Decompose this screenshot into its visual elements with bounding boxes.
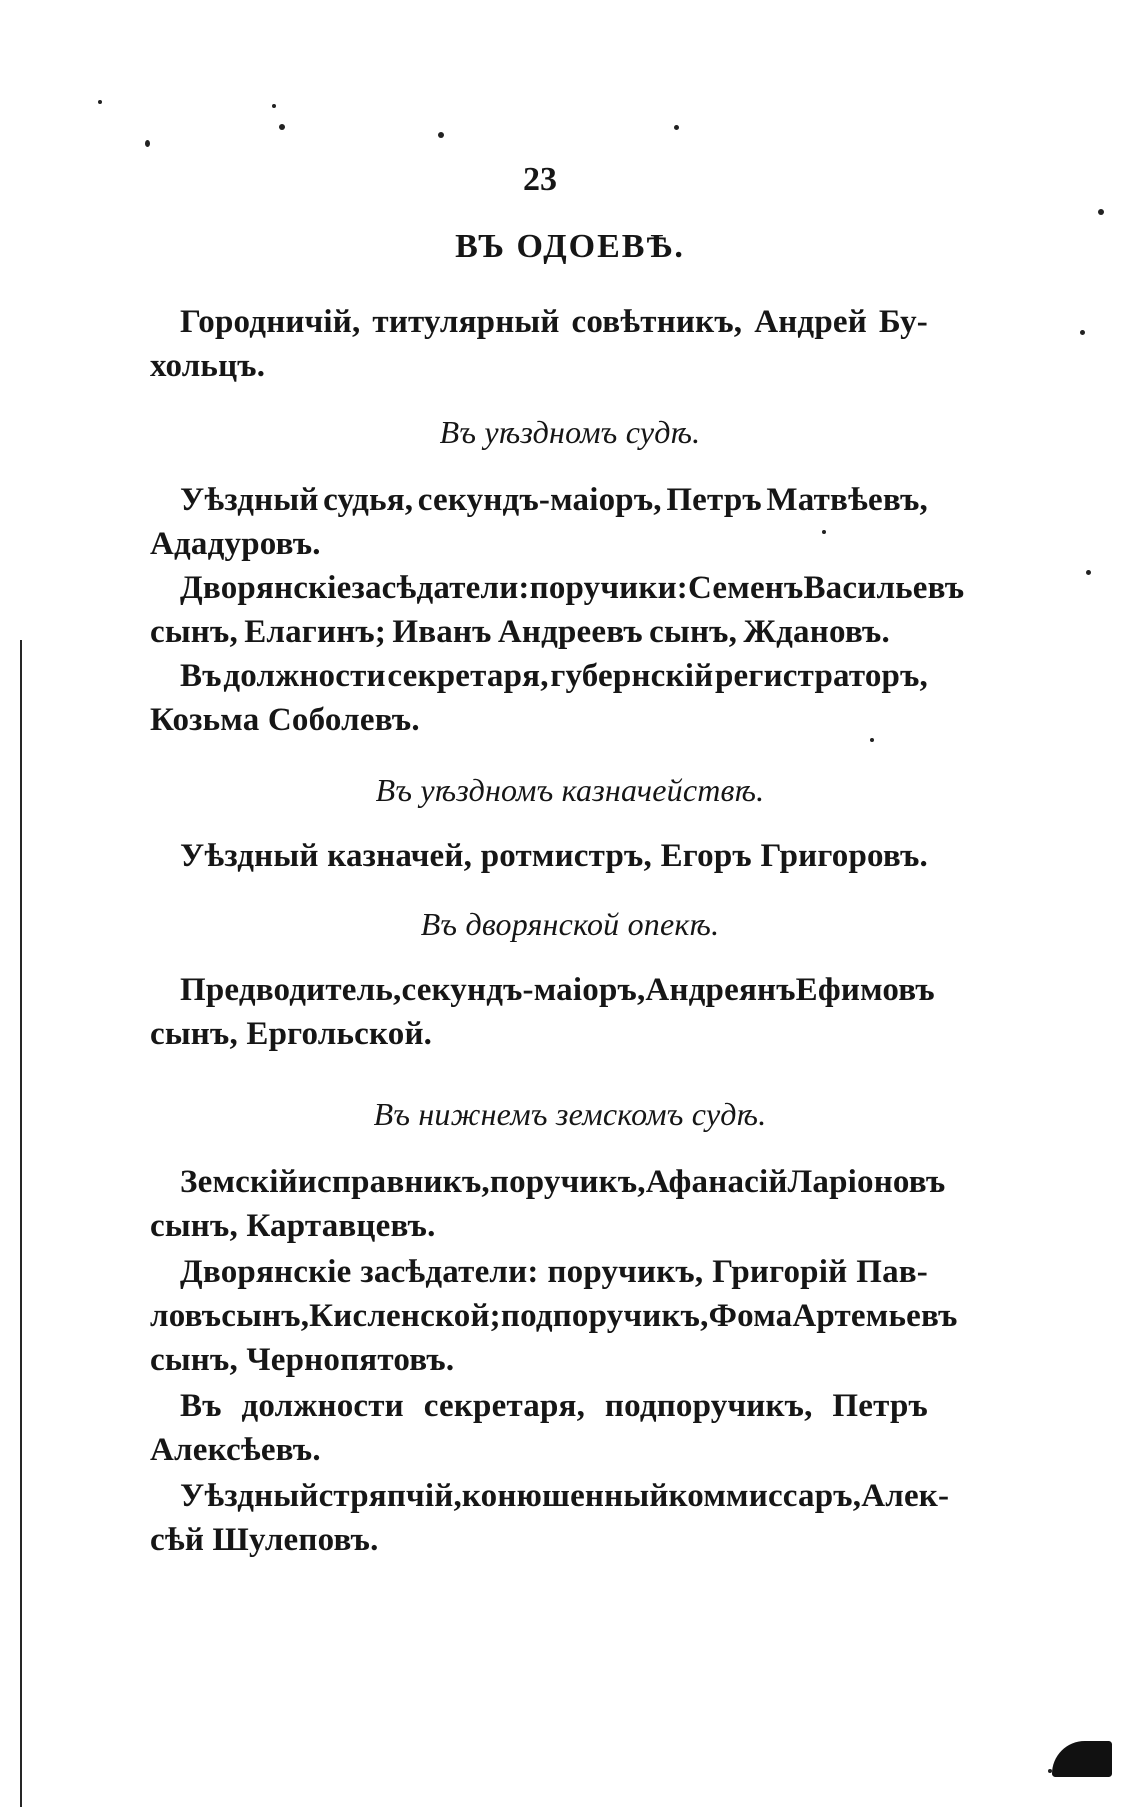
word: стряпчій, [318, 1478, 462, 1514]
word: Григорій [712, 1254, 848, 1290]
word: поручикъ, [489, 1164, 646, 1200]
word: поручикъ, [547, 1254, 704, 1290]
word: Андреевъ [497, 614, 643, 650]
word: Въ [180, 1388, 222, 1424]
word: Матвѣевъ, [766, 482, 928, 518]
text-line: сынъ, Чернопятовъ. [150, 1342, 455, 1378]
word: подпоручикъ, [500, 1298, 709, 1334]
word: сынъ, [150, 614, 238, 650]
word: Петръ [666, 482, 762, 518]
corner-ink-mark [1052, 1741, 1112, 1777]
text-line [180, 1160, 946, 1204]
intro-line [180, 300, 928, 344]
word: Ждановъ. [743, 614, 890, 650]
section-heading-guardianship: Въ дворянской опекѣ. [420, 906, 720, 942]
section-heading-land-court: Въ нижнемъ земскомъ судѣ. [373, 1096, 767, 1132]
word: Дворянскіе [180, 570, 352, 606]
word: ловъ [150, 1298, 222, 1334]
text-line [180, 478, 928, 522]
word: Егоръ [660, 838, 752, 874]
word: Андреянъ [645, 972, 796, 1008]
word: Пав- [856, 1254, 928, 1290]
text-line: сынъ, Картавцевъ. [150, 1208, 436, 1244]
word: Уѣздный [180, 1478, 319, 1514]
word: секундъ-маіоръ, [401, 972, 646, 1008]
word: Семенъ [688, 570, 804, 606]
word: секретаря, [387, 658, 549, 694]
text-line [180, 566, 965, 610]
section-heading-court: Въ уѣздномъ судѣ. [439, 414, 701, 450]
text-line [180, 1474, 950, 1518]
word: засѣдатели: [360, 1254, 539, 1290]
word: конюшенный [461, 1478, 669, 1514]
scan-speck [870, 738, 874, 742]
text-line [180, 834, 928, 878]
section-heading-treasury: Въ уѣздномъ казначействѣ. [375, 772, 765, 808]
binding-edge [20, 640, 22, 1807]
text-line: сѣй Шулеповъ. [150, 1522, 379, 1558]
word: губернскій [550, 658, 714, 694]
word: Земскій [180, 1164, 298, 1200]
scan-speck [1080, 330, 1085, 335]
scan-speck [145, 140, 150, 147]
word: регистраторъ, [715, 658, 928, 694]
scan-speck [98, 100, 102, 104]
text-line [180, 968, 935, 1012]
word: Елагинъ; [244, 614, 387, 650]
scan-speck [279, 124, 285, 130]
word: исправникъ, [297, 1164, 490, 1200]
word: коммиссаръ, [668, 1478, 862, 1514]
word: Афанасій [645, 1164, 788, 1200]
scan-speck [1086, 570, 1091, 575]
word: Уѣздный [180, 482, 319, 518]
word: Предводитель, [180, 972, 402, 1008]
scan-speck [272, 104, 276, 108]
word: Артемьевъ [792, 1298, 958, 1334]
scan-speck [438, 132, 444, 138]
word: сынъ, [221, 1298, 310, 1334]
word: Андрей [754, 304, 867, 340]
word: должности [223, 658, 386, 694]
word: Въ [180, 658, 222, 694]
scan-speck [674, 125, 679, 130]
text-line [180, 1384, 928, 1428]
word: Уѣздный [180, 838, 319, 874]
word: совѣтникъ, [571, 304, 743, 340]
word: Васильевъ [803, 570, 965, 606]
word: судья, [323, 482, 414, 518]
word: Кисленской; [309, 1298, 501, 1334]
word: сынъ, [649, 614, 738, 650]
intro-line-continuation: хольцъ. [150, 348, 266, 384]
text-line [150, 1294, 958, 1338]
word: титулярный [372, 304, 560, 340]
word: секундъ-маіоръ, [417, 482, 662, 518]
word: ротмистръ, [480, 838, 652, 874]
word: казначей, [327, 838, 473, 874]
word: Иванъ [392, 614, 492, 650]
word: Алек- [861, 1478, 950, 1514]
word: поручики: [529, 570, 688, 606]
word: Ларіоновъ [787, 1164, 946, 1200]
word: Григоровъ. [760, 838, 928, 874]
word: Ефимовъ [795, 972, 935, 1008]
page-title: ВЪ ОДОЕВѢ. [455, 228, 685, 265]
text-line [180, 654, 928, 698]
word: Петръ [832, 1388, 928, 1424]
text-line [180, 1250, 928, 1294]
page-number: 23 [523, 161, 557, 198]
word: засѣдатели: [351, 570, 530, 606]
word: секретаря, [423, 1388, 586, 1424]
text-line: Ададуровъ. [150, 526, 321, 562]
text-line: Козьма Соболевъ. [150, 702, 420, 738]
text-line: сынъ, Ергольской. [150, 1016, 433, 1052]
word: Дворянскіе [180, 1254, 352, 1290]
text-line [150, 610, 890, 654]
word: Бу- [878, 304, 928, 340]
word: Фома [708, 1298, 793, 1334]
text-line: Алексѣевъ. [150, 1432, 321, 1468]
scan-speck [1098, 209, 1104, 215]
scan-speck [822, 530, 826, 534]
word: Городничій, [180, 304, 361, 340]
word: должности [241, 1388, 404, 1424]
word: подпоручикъ, [604, 1388, 813, 1424]
